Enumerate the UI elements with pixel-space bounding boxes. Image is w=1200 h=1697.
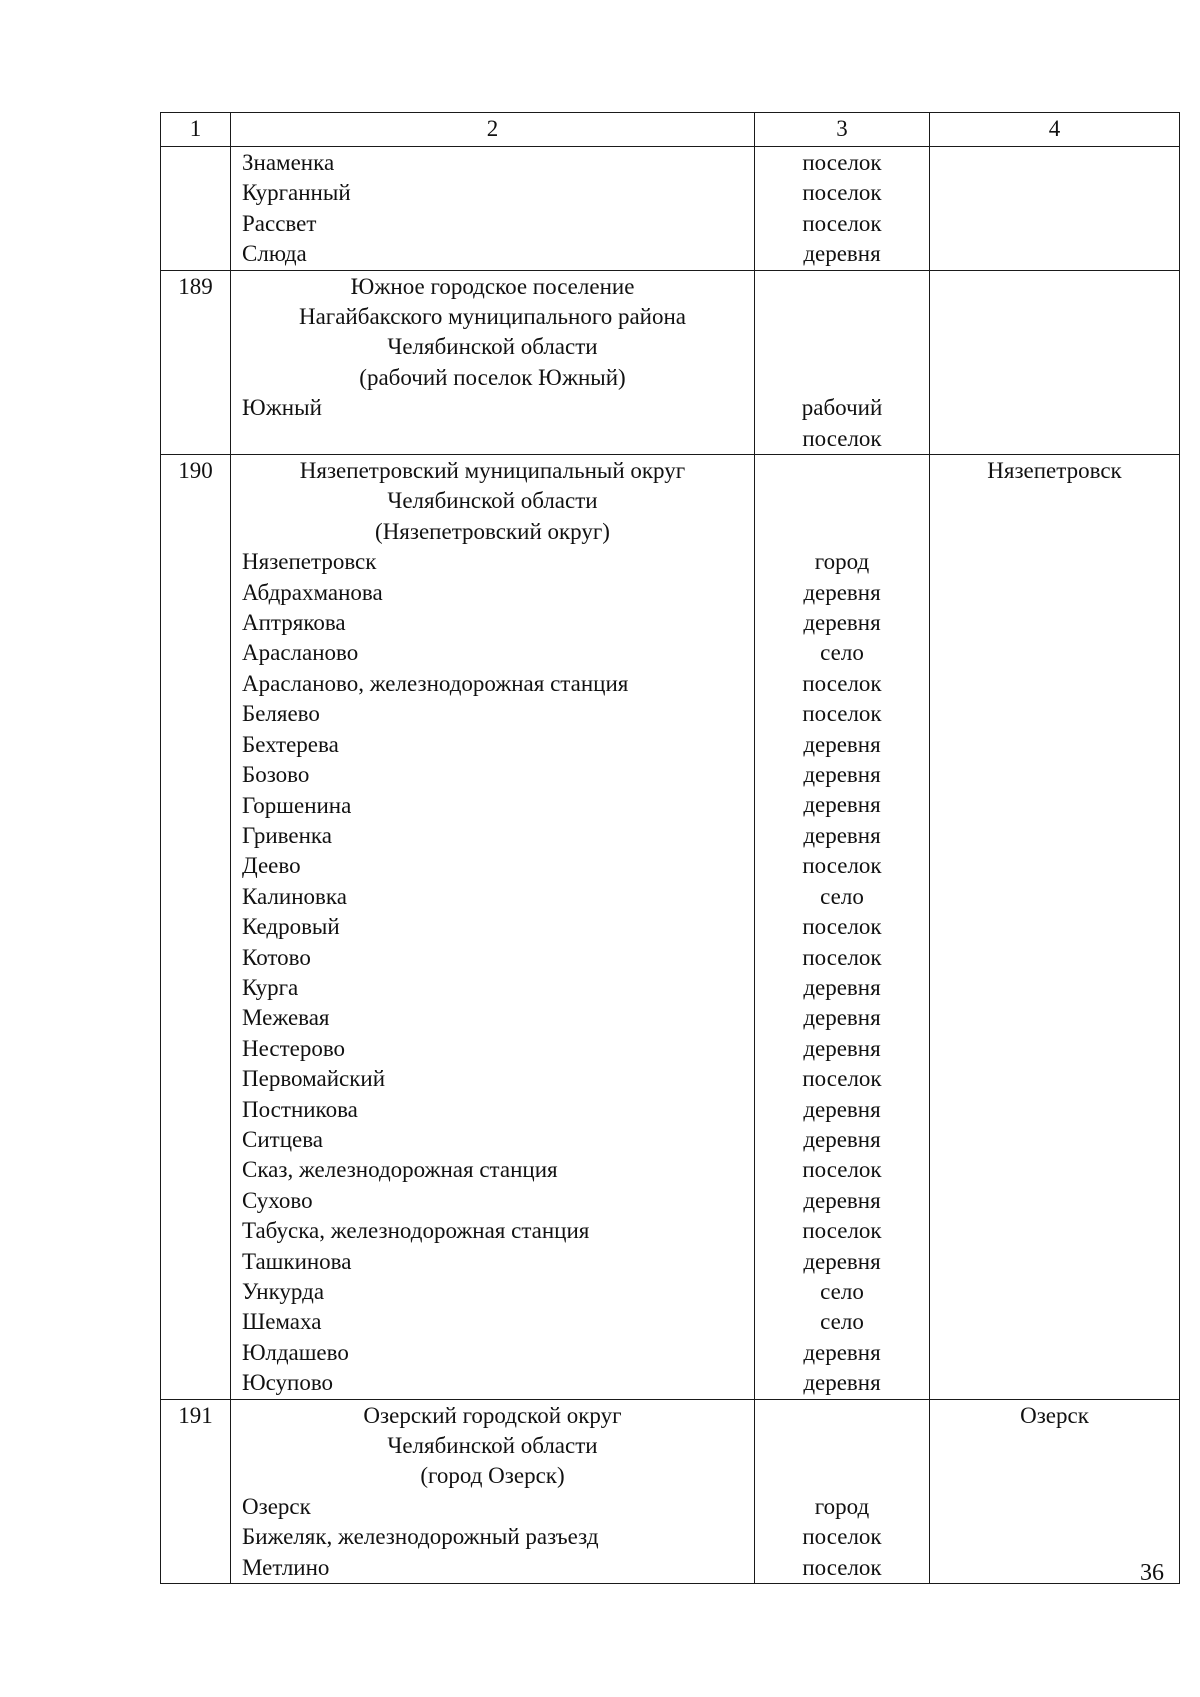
settlement-type: поселок [802,944,882,970]
settlement-type: деревня [803,822,881,848]
settlement-name: Ташкинова [242,1248,352,1274]
entry-number: 189 [178,273,213,299]
center-cell [930,147,1180,271]
settlement-type: деревня [803,974,881,1000]
settlement-name: Нязепетровск [242,549,377,575]
settlement-name: Деево [242,853,301,879]
settlement-type: город [814,549,870,575]
municipality-heading: Челябинской области [387,488,598,514]
settlement-name: Беляево [242,701,320,727]
settlement-name: Озерск [242,1493,311,1519]
entry-number: 190 [178,458,213,484]
settlement-type: деревня [803,610,881,636]
settlement-type: рабочий [801,395,883,421]
municipality-heading: Нагайбакского муниципального района [298,304,687,330]
name-cell [231,455,755,1400]
settlement-name: Арасланово [242,640,359,666]
number-cell [161,1399,231,1583]
table-row-190 [161,455,1180,1400]
settlement-name: Курганный [242,180,351,206]
settlement-name: Табуска, железнодорожная станция [242,1218,590,1244]
number-cell [161,147,231,271]
settlement-name: Ункурда [242,1279,325,1305]
municipality-heading: (город Озерск) [420,1463,565,1489]
settlement-type: поселок [802,670,882,696]
settlement-type: деревня [803,1248,881,1274]
settlement-name: Кедровый [242,914,340,940]
settlement-type: деревня [803,241,881,267]
settlement-type: поселок [802,1218,882,1244]
settlement-type: село [820,883,864,909]
settlement-name: Котово [242,944,311,970]
municipality-heading: (рабочий поселок Южный) [359,364,626,390]
settlement-name: Курга [242,974,299,1000]
settlement-name: Бижеляк, железнодорожный разъезд [242,1524,599,1550]
settlement-type: деревня [803,1126,881,1152]
settlement-name: Знаменка [242,150,335,175]
settlement-type: деревня [803,1096,881,1122]
settlement-type: поселок [802,853,882,879]
settlement-name: Юсупово [242,1370,334,1396]
settlement-type: деревня [803,792,881,818]
settlement-name: Бехтерева [242,731,339,757]
settlement-name: Первомайский [242,1066,385,1092]
settlement-type: деревня [803,1005,881,1031]
settlement-type: деревня [803,579,881,605]
settlement-name: Бозово [242,762,310,788]
header-col-3: 3 [755,113,930,147]
header-col-1: 1 [161,113,231,147]
entry-number: 191 [178,1402,213,1428]
type-cell [755,1399,930,1583]
name-cell [231,1399,755,1583]
settlement-name: Межевая [242,1005,330,1031]
settlement-type-cont: поселок [802,425,882,451]
settlement-type: деревня [803,1339,881,1365]
settlement-type: село [820,640,864,666]
settlement-name: Калиновка [242,883,347,909]
admin-center: Нязепетровск [987,458,1122,484]
settlements-table [160,112,1180,1584]
municipality-heading: (Нязепетровский округ) [375,518,610,544]
settlement-name: Южный [242,395,322,421]
settlement-name: Гривенка [242,822,332,848]
number-cell [161,455,231,1400]
settlement-name: Сказ, железнодорожная станция [242,1157,558,1183]
page-number: 36 [1140,1560,1164,1586]
settlement-type: поселок [802,180,882,206]
settlement-type: деревня [803,762,881,788]
header-col-4: 4 [930,113,1180,147]
settlement-name: Шемаха [242,1309,322,1335]
settlement-name: Юлдашево [242,1339,349,1365]
settlement-name: Постникова [242,1096,358,1122]
settlement-type: деревня [803,1035,881,1061]
header-col-2: 2 [231,113,755,147]
settlement-type: село [820,1278,864,1304]
settlement-type: деревня [803,1187,881,1213]
settlement-type: поселок [802,1554,882,1580]
settlement-type: поселок [802,1066,882,1092]
name-cell [231,147,755,271]
settlement-type: поселок [802,150,882,175]
table-row-continuation [161,147,1180,271]
settlement-type: город [814,1493,870,1519]
settlement-name: Ситцева [242,1126,323,1152]
municipality-heading: Нязепетровский муниципальный округ [299,458,686,484]
table-row-189 [161,270,1180,454]
name-cell [231,270,755,454]
type-cell [755,147,930,271]
settlement-type: деревня [803,731,881,757]
municipality-heading: Челябинской области [387,334,598,360]
settlement-name: Нестерово [242,1035,346,1061]
settlement-type: село [820,1309,864,1335]
settlement-name: Горшенина [242,792,352,818]
settlement-type: поселок [802,701,882,727]
table-row-191 [161,1399,1180,1583]
settlement-type: поселок [802,1524,882,1550]
settlement-type: поселок [802,914,882,940]
type-cell [755,270,930,454]
type-cell [755,455,930,1400]
settlement-name: Рассвет [242,210,317,236]
center-cell [930,270,1180,454]
settlement-type: поселок [802,1157,882,1183]
admin-center: Озерск [1020,1402,1089,1428]
settlement-name: Слюда [242,241,307,267]
settlement-type: поселок [802,210,882,236]
settlement-type: деревня [803,1370,881,1396]
center-cell [930,455,1180,1400]
settlement-name: Метлино [242,1554,330,1580]
settlement-name: Абдрахманова [242,579,383,605]
municipality-heading: Южное городское поселение [350,273,635,299]
municipality-heading: Озерский городской округ [363,1402,622,1428]
settlement-name: Сухово [242,1187,313,1213]
number-cell [161,270,231,454]
settlement-name: Аптрякова [242,610,346,636]
table-header-row [161,113,1180,147]
municipality-heading: Челябинской области [387,1433,598,1459]
center-cell [930,1399,1180,1583]
settlement-name: Арасланово, железнодорожная станция [242,670,629,696]
